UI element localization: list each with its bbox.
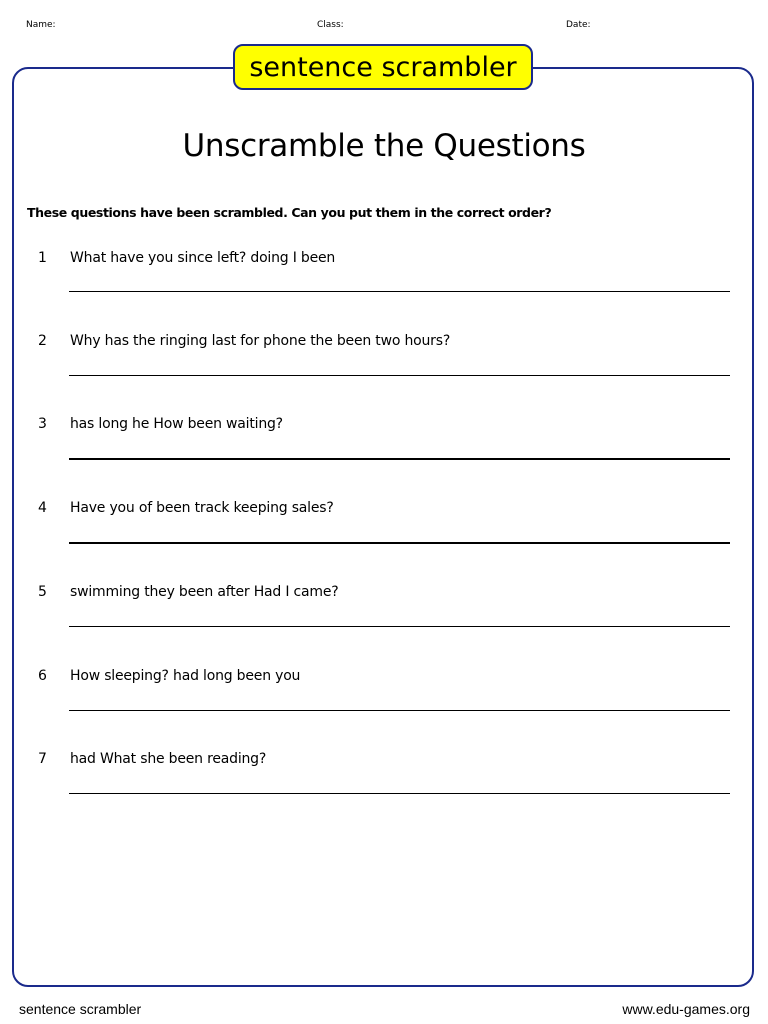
footer-title: sentence scrambler: [19, 1001, 142, 1017]
question-text: has long he How been waiting?: [70, 416, 283, 432]
answer-line[interactable]: [69, 626, 730, 627]
question-number: 3: [38, 416, 47, 432]
question-item: [0, 668, 768, 728]
question-text: What have you since left? doing I been: [70, 250, 336, 266]
name-label: Name:: [26, 20, 56, 30]
answer-line[interactable]: [69, 458, 730, 460]
question-text: How sleeping? had long been you: [70, 668, 301, 684]
question-number: 5: [38, 584, 47, 600]
answer-line[interactable]: [69, 710, 730, 711]
date-label: Date:: [566, 20, 591, 30]
answer-line[interactable]: [69, 793, 730, 794]
question-text: Why has the ringing last for phone the been two hours?: [70, 333, 451, 349]
question-item: [0, 250, 768, 310]
question-item: [0, 333, 768, 393]
answer-line[interactable]: [69, 375, 730, 376]
question-text: had What she been reading?: [70, 751, 267, 767]
question-item: [0, 751, 768, 811]
question-number: 2: [38, 333, 47, 349]
question-number: 6: [38, 668, 47, 684]
question-item: [0, 416, 768, 476]
answer-line[interactable]: [69, 542, 730, 544]
footer-url: www.edu-games.org: [622, 1001, 750, 1017]
question-number: 4: [38, 500, 47, 516]
page-title: Unscramble the Questions: [182, 128, 586, 164]
question-item: [0, 584, 768, 644]
class-label: Class:: [317, 20, 344, 30]
question-number: 1: [38, 250, 47, 266]
title-badge: sentence scrambler: [233, 44, 533, 90]
question-text: Have you of been track keeping sales?: [70, 500, 334, 516]
question-number: 7: [38, 751, 47, 767]
question-item: [0, 500, 768, 560]
question-text: swimming they been after Had I came?: [70, 584, 339, 600]
answer-line[interactable]: [69, 291, 730, 292]
instructions: These questions have been scrambled. Can you put them in the correct order?: [27, 205, 552, 220]
